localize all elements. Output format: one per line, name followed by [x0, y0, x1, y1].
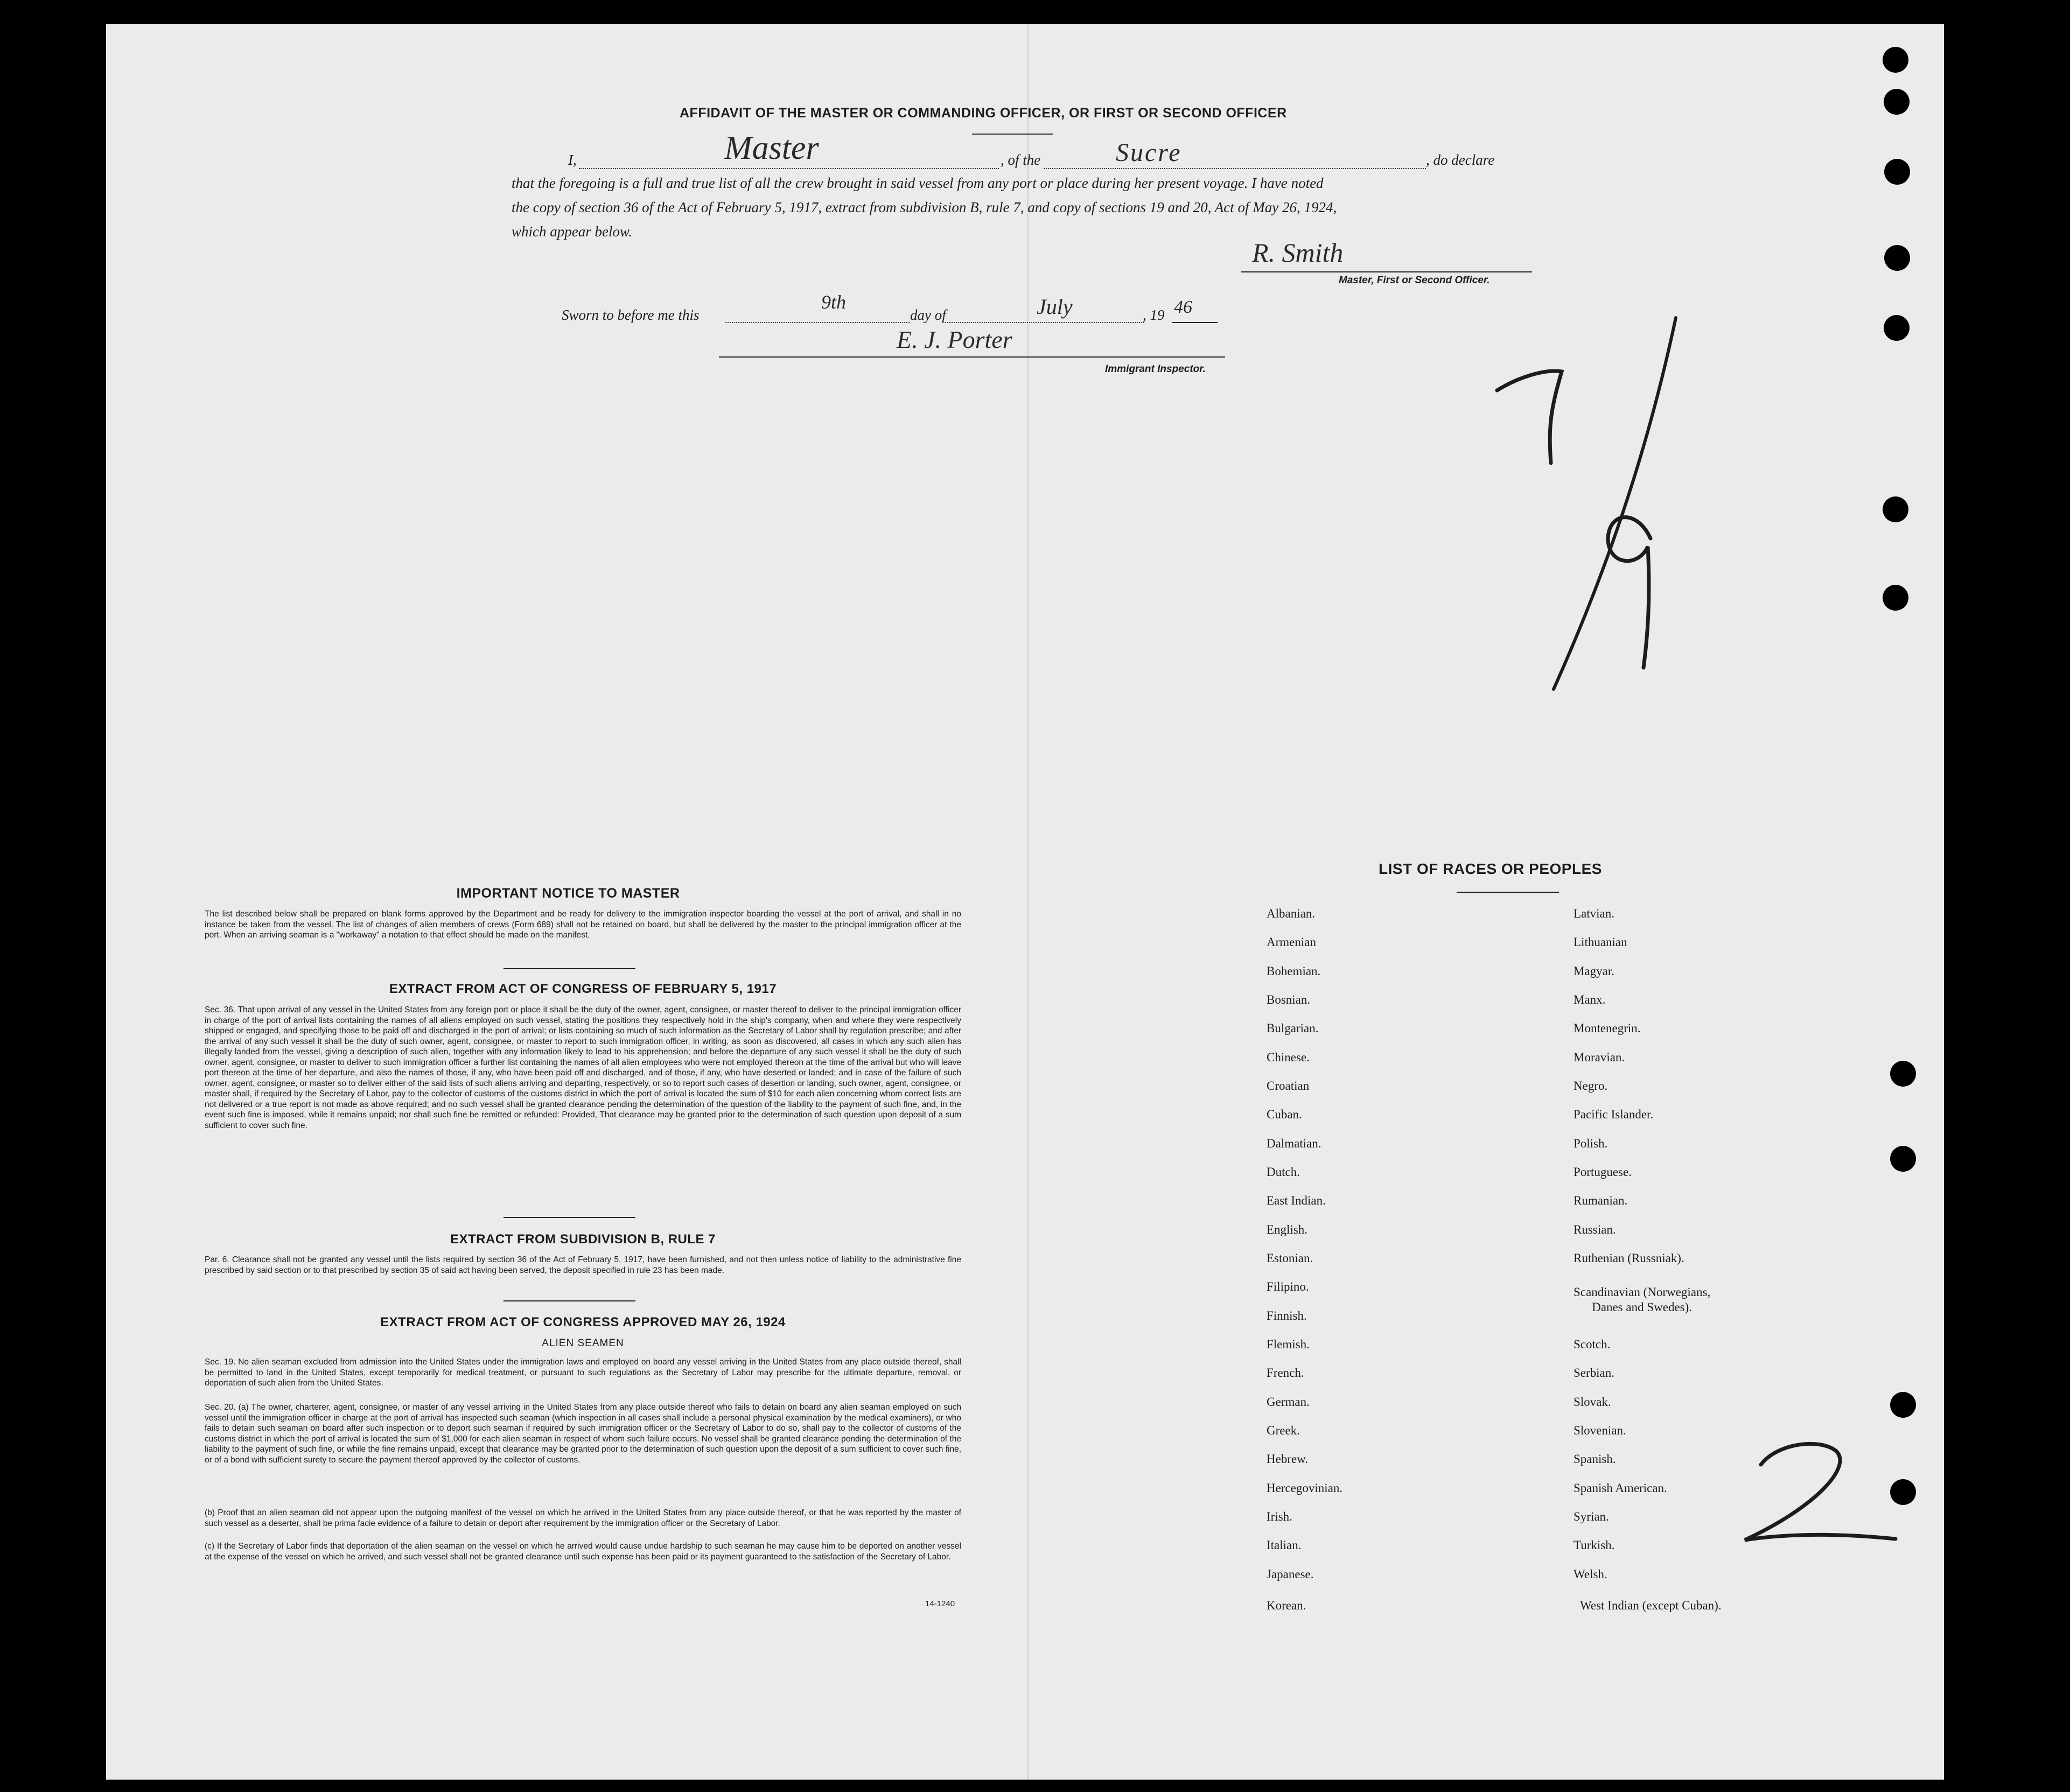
divider [503, 1300, 635, 1301]
center-fold [1027, 24, 1029, 1780]
inspector-line [719, 355, 1225, 358]
race-item: Manx. [1574, 993, 1606, 1006]
race-item: Rumanian. [1574, 1194, 1628, 1207]
race-item: Spanish American. [1574, 1481, 1667, 1495]
race-item: Chinese. [1267, 1051, 1310, 1064]
signature-line [1241, 270, 1532, 272]
day-of-label: day of [910, 307, 946, 323]
form-number: 14-1240 [925, 1599, 955, 1608]
vessel-line [1044, 167, 1426, 169]
master-name-handwriting: Master [724, 130, 819, 166]
race-item: Croatian [1267, 1079, 1310, 1093]
race-item: West Indian (except Cuban). [1580, 1599, 1722, 1612]
extract-1924-title: EXTRACT FROM ACT OF CONGRESS APPROVED MAY 26, 1924 [380, 1315, 786, 1329]
races-title: LIST OF RACES OR PEOPLES [1379, 860, 1602, 877]
notice-body: The list described below shall be prepared on blank forms approved by the Department and be ready for delivery to the immigration inspector boarding the vessel at the port of arrival, and shall in no instance be taken from the vessel. The list of changes of alien members of crews (Form 689) shall not be retained on board, but shall be delivered by the master to the principal immigration officer at the port. When an arriving seaman is a "workaway" a notation to that effect should be made on the manifest. [205, 909, 961, 940]
race-item: German. [1267, 1395, 1310, 1409]
punch-hole [1890, 1146, 1916, 1172]
divider [1457, 892, 1559, 893]
race-item: East Indian. [1267, 1194, 1326, 1207]
race-item: Scotch. [1574, 1338, 1611, 1351]
race-item: Hercegovinian. [1267, 1481, 1343, 1495]
race-item: Magyar. [1574, 964, 1615, 978]
affidavit-text-line-1: that the foregoing is a full and true list of all the crew brought in said vessel from any port or place during her present voyage. I have noted [512, 175, 1324, 191]
inspector-caption: Immigrant Inspector. [1105, 363, 1206, 375]
sec-19-body: Sec. 19. No alien seaman excluded from admission into the United States under the immigration laws and employed on board any vessel arriving in the United States from any place outside thereof, shall be permitted to land in the United States, except temporarily for medical treatment, or pursuant to such regulations as the Secretary of Labor may prescribe for the ultimate departure, removal, or deportation of such alien from the United States. [205, 1357, 961, 1388]
affidavit-text-line-3: which appear below. [512, 223, 632, 240]
race-item: Welsh. [1574, 1567, 1607, 1581]
race-item: Polish. [1574, 1137, 1608, 1150]
notice-title: IMPORTANT NOTICE TO MASTER [456, 886, 680, 901]
race-item: Syrian. [1574, 1510, 1609, 1523]
of-the-label: , of the [1001, 152, 1041, 168]
race-item: English. [1267, 1223, 1308, 1236]
affidavit-text-line-2: the copy of section 36 of the Act of February 5, 1917, extract from subdivision B, rule 7, and copy of sections 19 and 20, Act of May 26, 1924, [512, 199, 1337, 215]
punch-hole [1883, 47, 1908, 73]
race-item: Bohemian. [1267, 964, 1321, 978]
race-item: Serbian. [1574, 1366, 1615, 1380]
race-item: Turkish. [1574, 1538, 1615, 1552]
race-item: Portuguese. [1574, 1165, 1632, 1179]
do-declare-label: , do declare [1426, 152, 1495, 168]
punch-hole [1884, 315, 1910, 341]
date-mark-handwritten [1486, 302, 1702, 713]
affidavit-lead: I, [568, 152, 577, 168]
master-signature: R. Smith [1252, 237, 1344, 268]
race-item: Russian. [1574, 1223, 1616, 1236]
punch-hole [1890, 1392, 1916, 1418]
race-item: Slovenian. [1574, 1424, 1626, 1437]
race-item: Ruthenian (Russniak). [1574, 1251, 1684, 1265]
race-item: Moravian. [1574, 1051, 1625, 1064]
sworn-label: Sworn to before me this [562, 307, 700, 323]
race-item: Scandinavian (Norwegians, Danes and Swedes). [1574, 1285, 1711, 1314]
extract-rule7-body: Par. 6. Clearance shall not be granted any vessel until the lists required by section 36 of the Act of February 5, 1917, have been furnished, and not then unless notice of liability to the administrative fine prescribed by said section or to that prescribed by section 35 of said act having been served, the deposit specified in rule 23 has been made. [205, 1255, 961, 1275]
year-line [1172, 321, 1218, 323]
handwriting-overline [972, 134, 1053, 135]
page-mark-handwritten [1734, 1432, 1901, 1564]
vessel-name-handwriting: Sucre [1116, 138, 1182, 167]
punch-hole [1883, 496, 1908, 522]
year-label: , 19 [1143, 307, 1165, 323]
race-item: Dutch. [1267, 1165, 1300, 1179]
race-item: Greek. [1267, 1424, 1300, 1437]
race-item: Korean. [1267, 1599, 1306, 1612]
extract-1917-title: EXTRACT FROM ACT OF CONGRESS OF FEBRUARY 5, 1917 [389, 982, 777, 996]
signature-caption: Master, First or Second Officer. [1339, 275, 1490, 286]
race-item: Bulgarian. [1267, 1021, 1319, 1035]
race-item: Spanish. [1574, 1452, 1616, 1466]
punch-hole [1883, 585, 1908, 611]
race-item: Pacific Islander. [1574, 1108, 1654, 1121]
extract-1924-subtitle: ALIEN SEAMEN [542, 1338, 624, 1349]
divider [503, 968, 635, 969]
race-item: Italian. [1267, 1538, 1302, 1552]
race-item: Filipino. [1267, 1280, 1309, 1293]
affidavit-title: AFFIDAVIT OF THE MASTER OR COMMANDING OFFICER, OR FIRST OR SECOND OFFICER [680, 106, 1287, 121]
sworn-month-handwriting: July [1037, 295, 1073, 319]
race-item: Negro. [1574, 1079, 1608, 1093]
race-item: Flemish. [1267, 1338, 1310, 1351]
sworn-day-line [725, 321, 910, 323]
extract-1917-body: Sec. 36. That upon arrival of any vessel in the United States from any foreign port or place it shall be the duty of the owner, agent, consignee, or master thereof to deliver to the principal immigration officer in charge of the port of arrival lists containing the names of all aliens employed on such vessel, stating the positions they respectively hold in the ship's company, when and where they were respectively shipped or engaged, and specifying those to be paid off and discharged in the port of arrival; or lists containing so much of such information as the Secretary of Labor shall by regulation prescribe; and after the arrival of any such vessel it shall be the duty of such owner, agent, consignee, or master to report to such immigration officer, in writing, as soon as discovered, all cases in which any such alien has illegally landed from the vessel, giving a description of such alien, together with any information likely to lead to his apprehension; and before the departure of any such vessel it shall be the duty of such owner, agent, consignee, or master to deliver to such immigration officer a further list containing the names of all alien employees who were not employed thereon at the time of the arrival but who will leave port thereon at the time of her departure, and also the names of those, if any, who have been paid off and discharged, and of those, if any, who have deserted or landed; and in case of the failure of such owner, agent, consignee, or master so to deliver either of the said lists of such aliens arriving and departing, respectively, or so to report such cases of desertion or landing, such owner, agent, consignee, or master shall, if required by the Secretary of Labor, pay to the collector of customs of the customs district in which the port of arrival is located the sum of $10 for each alien concerning whom correct lists are not delivered or a true report is not made as above required; and no such vessel shall be granted clearance pending the determination of the question of the liability to the payment of such fine, and, in the event such fine is imposed, while it remains unpaid; nor shall such fine be remitted or refunded: Provided, That clearance may be granted prior to the determination of such question upon deposit of a sum sufficient to cover such fine. [205, 1005, 961, 1130]
race-item: Irish. [1267, 1510, 1292, 1523]
race-item: Estonian. [1267, 1251, 1313, 1265]
race-item: Latvian. [1574, 907, 1614, 920]
sworn-month-line [945, 321, 1144, 323]
race-item: Bosnian. [1267, 993, 1311, 1006]
punch-hole [1884, 89, 1910, 115]
race-item: Dalmatian. [1267, 1137, 1321, 1150]
race-item: Cuban. [1267, 1108, 1302, 1121]
race-item: Slovak. [1574, 1395, 1611, 1409]
race-item: Hebrew. [1267, 1452, 1309, 1466]
punch-hole [1890, 1061, 1916, 1087]
extract-rule7-title: EXTRACT FROM SUBDIVISION B, RULE 7 [450, 1232, 716, 1247]
race-item: Armenian [1267, 935, 1316, 949]
sec-20b-body: (b) Proof that an alien seaman did not appear upon the outgoing manifest of the vessel on which he arrived in the United States from any place outside thereof, or that he was reported by the master of such vessel as a deserter, shall be prima facie evidence of a failure to detain or deport after requirement by the immigration officer or the Secretary of Labor. [205, 1508, 961, 1528]
sec-20a-body: Sec. 20. (a) The owner, charterer, agent, consignee, or master of any vessel arriving in the United States from any place outside thereof who fails to detain on board any alien seaman employed on such vessel until the immigration officer in charge at the port of arrival has inspected such seaman (which inspection in all cases shall include a personal physical examination by the medical examiners), or who fails to detain such seaman on board after such inspection or to deport such seaman if required by such immigration officer or the Secretary of Labor to do so, shall pay to the collector of customs of the customs district in which the port of arrival is located the sum of $1,000 for each alien seaman in respect of whom such failure occurs. No vessel shall be granted clearance pending the determination of the liability to the payment of such fine, or while the fine remains unpaid, except that clearance may be granted prior to the determination of such question upon the deposit of a sum sufficient to cover such fine, or of a bond with sufficient surety to secure the payment thereof approved by the collector of customs. [205, 1403, 961, 1465]
race-item: Finnish. [1267, 1309, 1307, 1322]
race-item: French. [1267, 1366, 1304, 1380]
year-handwriting: 46 [1174, 297, 1192, 317]
race-item: Lithuanian [1574, 935, 1627, 949]
sworn-day-handwriting: 9th [821, 291, 847, 313]
punch-hole [1884, 245, 1910, 271]
punch-hole [1884, 159, 1910, 185]
race-item: Montenegrin. [1574, 1021, 1641, 1035]
divider [503, 1217, 635, 1218]
race-item: Japanese. [1267, 1567, 1314, 1581]
sec-20c-body: (c) If the Secretary of Labor finds that deportation of the alien seaman on the vessel on which he arrived would cause undue hardship to such seaman he may cause him to be deported on another vessel at the expense of the vessel on which he arrived, and such vessel shall not be granted clearance until such expense has been paid or its payment guaranteed to the satisfaction of the Secretary of Labor. [205, 1542, 961, 1562]
race-item: Albanian. [1267, 907, 1316, 920]
inspector-signature: E. J. Porter [897, 326, 1012, 353]
